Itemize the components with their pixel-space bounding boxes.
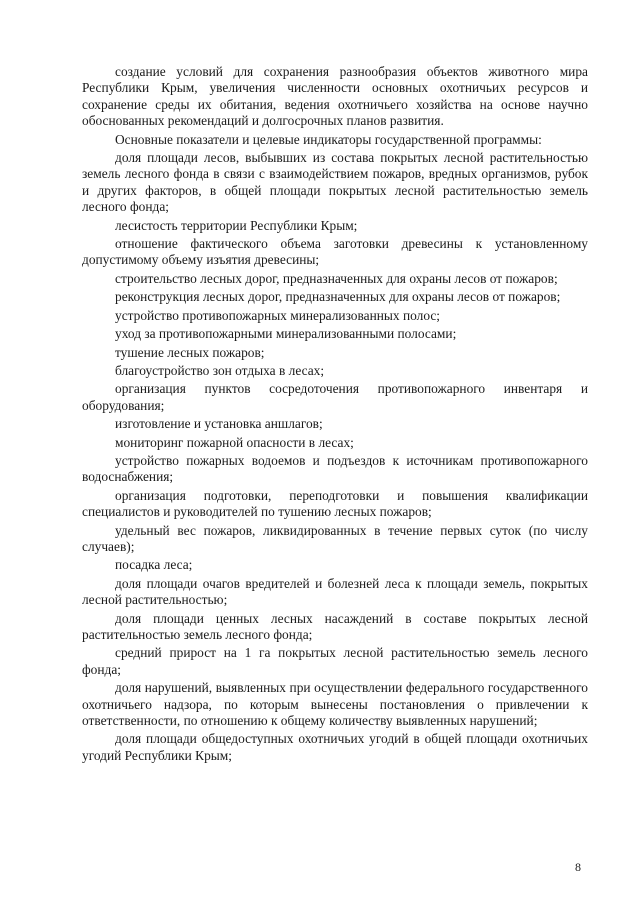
paragraph-fire-monitoring: мониторинг пожарной опасности в лесах;: [115, 434, 354, 450]
paragraph-pest-share: доля площади очагов вредителей и болезней леса к площади земель, покрытых лесной растительностью;: [82, 575, 588, 608]
paragraph-water-reservoirs: устройство пожарных водоемов и подъездов к источникам противопожарного водоснабжения;: [82, 452, 588, 485]
paragraph-firebreak-maintenance: уход за противопожарными минерализованными полосами;: [115, 326, 457, 342]
paragraph-firebreak-installation: устройство противопожарных минерализованных полос;: [115, 307, 441, 323]
paragraph-equipment-points: организация пунктов сосредоточения противопожарного инвентаря и оборудования;: [82, 381, 588, 413]
paragraph-signage: изготовление и установка аншлагов;: [115, 416, 323, 432]
paragraph-public-hunting-grounds: доля площади общедоступных охотничьих угодий в общей площади охотничьих угодий Республики Крым;: [82, 731, 588, 763]
paragraph-valuable-stands: доля площади ценных лесных насаждений в составе покрытых лесной растительностью земель лесного фонда;: [82, 610, 588, 642]
paragraph-fire-suppression: тушение лесных пожаров;: [115, 344, 265, 360]
paragraph-average-growth: средний прирост на 1 га покрытых лесной растительностью земель лесного фонда;: [82, 645, 588, 677]
paragraph-first-day-fires: удельный вес пожаров, ликвидированных в течение первых суток (по числу случаев);: [82, 522, 588, 554]
document-body: [82, 64, 588, 766]
page-number: 8: [575, 860, 581, 874]
paragraph-planting: посадка леса;: [115, 557, 193, 573]
paragraph-harvest-ratio: отношение фактического объема заготовки древесины к установленному допустимому объему изъятия древесины;: [82, 236, 588, 268]
paragraph-forest-loss-share: доля площади лесов, выбывших из состава покрытых лесной растительностью земель лесного фонда в связи с взаимодействием пожаров, вредных организмов, рубок и других факторов, в общей площади покрытых лесной растительностью земель лесного фонда;: [82, 150, 588, 215]
paragraph-training: организация подготовки, переподготовки и повышения квалификации специалистов и руководителей по тушению лесных пожаров;: [82, 487, 588, 520]
paragraph-conditions: создание условий для сохранения разнообразия объектов животного мира Республики Крым, увеличения численности основных охотничьих ресурсов и сохранение среды их обитания, ведения охотничьего хозяйства на основе научно обоснованных рекомендаций и долгосрочных планов развития.: [82, 64, 588, 129]
paragraph-indicators-heading: Основные показатели и целевые индикаторы государственной программы:: [115, 131, 542, 147]
paragraph-recreation-zones: благоустройство зон отдыха в лесах;: [115, 362, 325, 378]
paragraph-road-construction: строительство лесных дорог, предназначенных для охраны лесов от пожаров;: [115, 270, 558, 286]
paragraph-violations-share: доля нарушений, выявленных при осуществлении федерального государственного охотничьего надзора, по которым вынесены постановления о привлечении к ответственности, по отношению к общему количеству выявленных нарушений;: [82, 680, 588, 729]
paragraph-road-reconstruction: реконструкция лесных дорог, предназначенных для охраны лесов от пожаров;: [115, 289, 561, 305]
paragraph-forest-cover: лесистость территории Республики Крым;: [115, 217, 358, 233]
